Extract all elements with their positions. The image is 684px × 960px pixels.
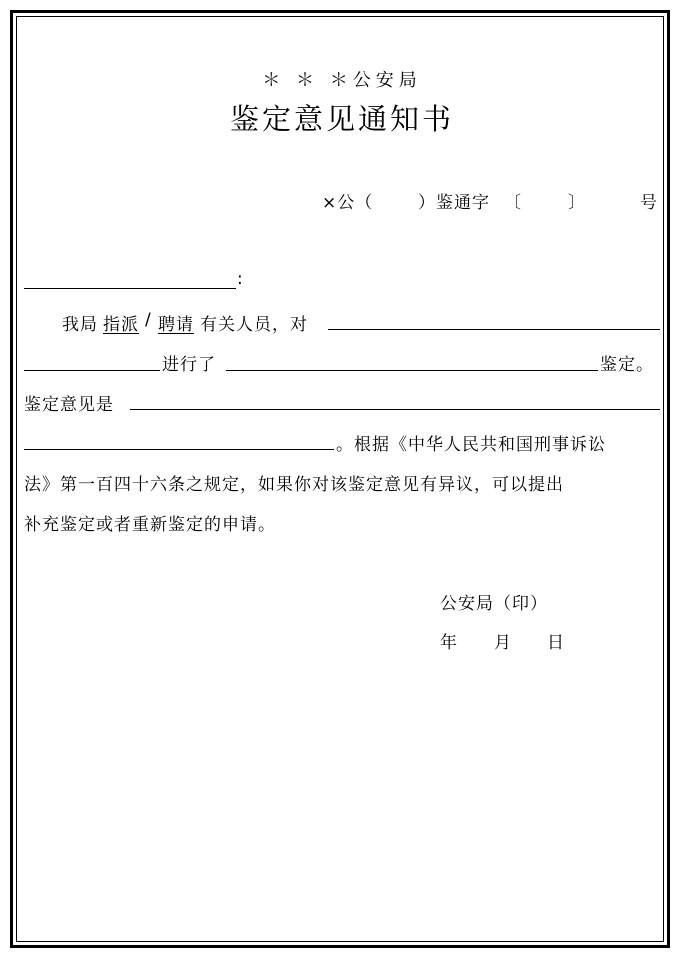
- p3-start: 鉴定意见是: [24, 395, 114, 415]
- recipient-blank[interactable]: [24, 288, 236, 289]
- date-day: 日: [547, 633, 565, 653]
- recipient-colon: :: [237, 269, 244, 289]
- document-title: 鉴定意见通知书: [229, 102, 454, 136]
- p6-text: 补充鉴定或者重新鉴定的申请。: [24, 515, 276, 535]
- p1-assign: 指派: [103, 315, 139, 335]
- p1-start: 我局: [62, 315, 98, 335]
- object-blank-continued[interactable]: [24, 370, 160, 371]
- seal-label: 公安局（印）: [440, 594, 548, 614]
- opinion-blank-continued[interactable]: [24, 449, 334, 450]
- agency-name: ＊ ＊ ＊公安局: [262, 70, 422, 91]
- p1-slash: /: [145, 310, 152, 330]
- date-year: 年: [440, 633, 458, 653]
- ref-prefix: ×公（: [322, 193, 374, 213]
- ref-bracket-open: 〔: [504, 193, 522, 213]
- ref-bracket-close: 〕: [568, 193, 586, 213]
- p1-hire: 聘请: [158, 315, 194, 335]
- p2-mid: 进行了: [162, 355, 216, 375]
- ref-suffix: 号: [640, 193, 658, 213]
- p2-end: 鉴定。: [600, 355, 654, 375]
- object-blank[interactable]: [328, 329, 660, 330]
- p5-text: 法》第一百四十六条之规定，如果你对该鉴定意见有异议，可以提出: [24, 475, 564, 495]
- date-month: 月: [494, 633, 512, 653]
- p1-rest: 有关人员，对: [200, 315, 308, 335]
- appraisal-type-blank[interactable]: [226, 370, 598, 371]
- p4-end: 。根据《中华人民共和国刑事诉讼: [336, 435, 606, 455]
- opinion-blank[interactable]: [130, 409, 660, 410]
- ref-middle: ）鉴通字: [418, 193, 490, 213]
